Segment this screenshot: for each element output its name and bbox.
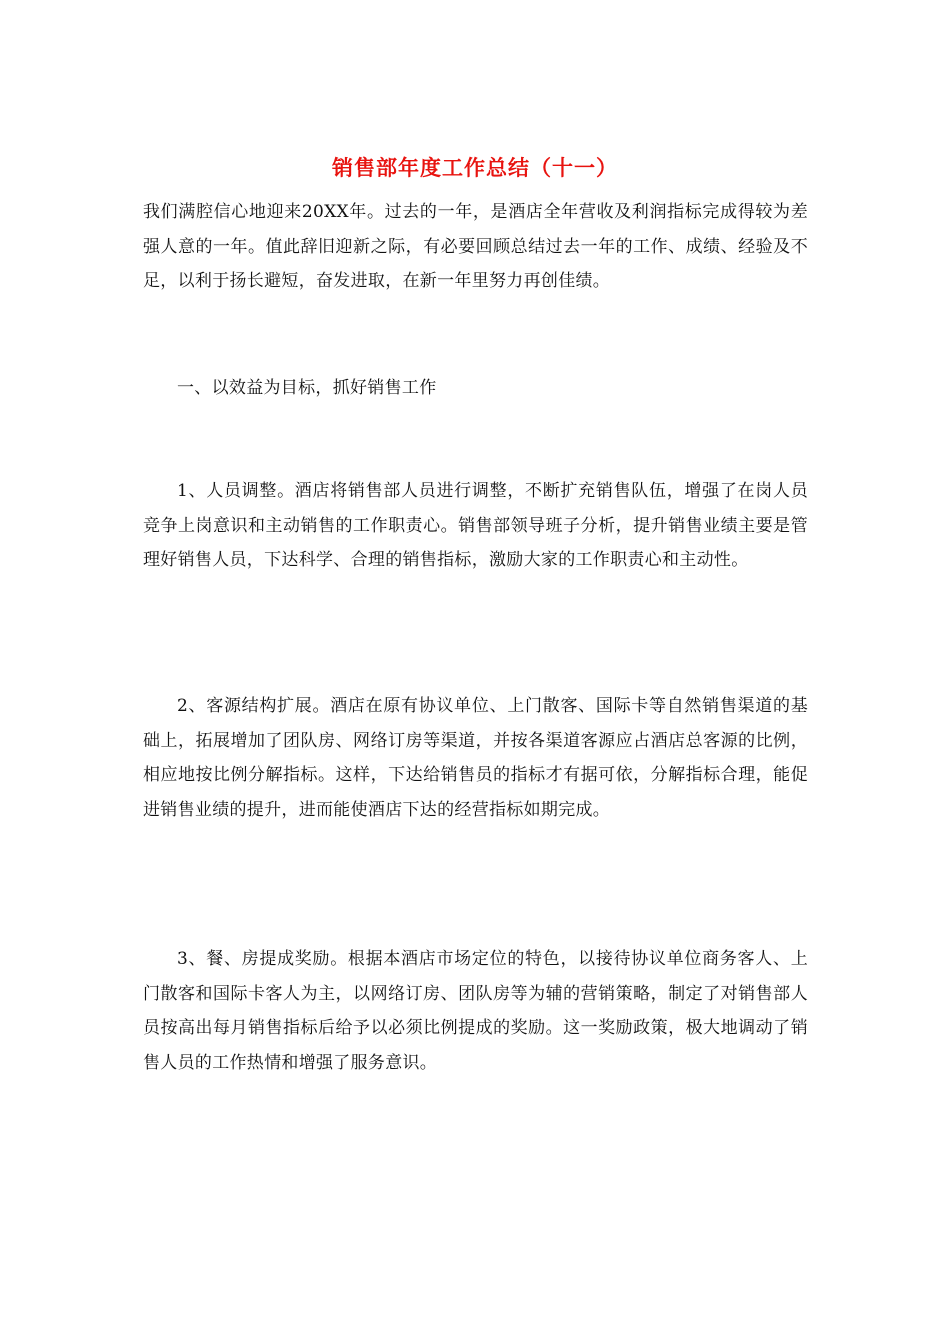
document-title: 销售部年度工作总结（十一） xyxy=(332,155,618,180)
section-heading: 一、以效益为目标，抓好销售工作 xyxy=(177,378,437,398)
item-paragraph-3: 3、餐、房提成奖励。根据本酒店市场定位的特色，以接待协议单位商务客人、上门散客和国际卡客人为主，以网络订房、团队房等为辅的营销策略，制定了对销售部人员按高出每月销售指标后给予以必须比例提成的奖励。这一奖励政策，极大地调动了销售人员的工作热情和增强了服务意识。 xyxy=(143,949,808,1073)
item-paragraph-2: 2、客源结构扩展。酒店在原有协议单位、上门散客、国际卡等自然销售渠道的基础上，拓展增加了团队房、网络订房等渠道，并按各渠道客源应占酒店总客源的比例，相应地按比例分解指标。这样，下达给销售员的指标才有据可依，分解指标合理，能促进销售业绩的提升，进而能使酒店下达的经营指标如期完成。 xyxy=(143,696,808,820)
intro-paragraph: 我们满腔信心地迎来20XX年。过去的一年，是酒店全年营收及利润指标完成得较为差强人意的一年。值此辞旧迎新之际，有必要回顾总结过去一年的工作、成绩、经验及不足，以利于扬长避短，奋发进取，在新一年里努力再创佳绩。 xyxy=(143,202,808,291)
item-paragraph-1: 1、人员调整。酒店将销售部人员进行调整，不断扩充销售队伍，增强了在岗人员竞争上岗意识和主动销售的工作职责心。销售部领导班子分析，提升销售业绩主要是管理好销售人员，下达科学、合理的销售指标，激励大家的工作职责心和主动性。 xyxy=(143,481,808,570)
